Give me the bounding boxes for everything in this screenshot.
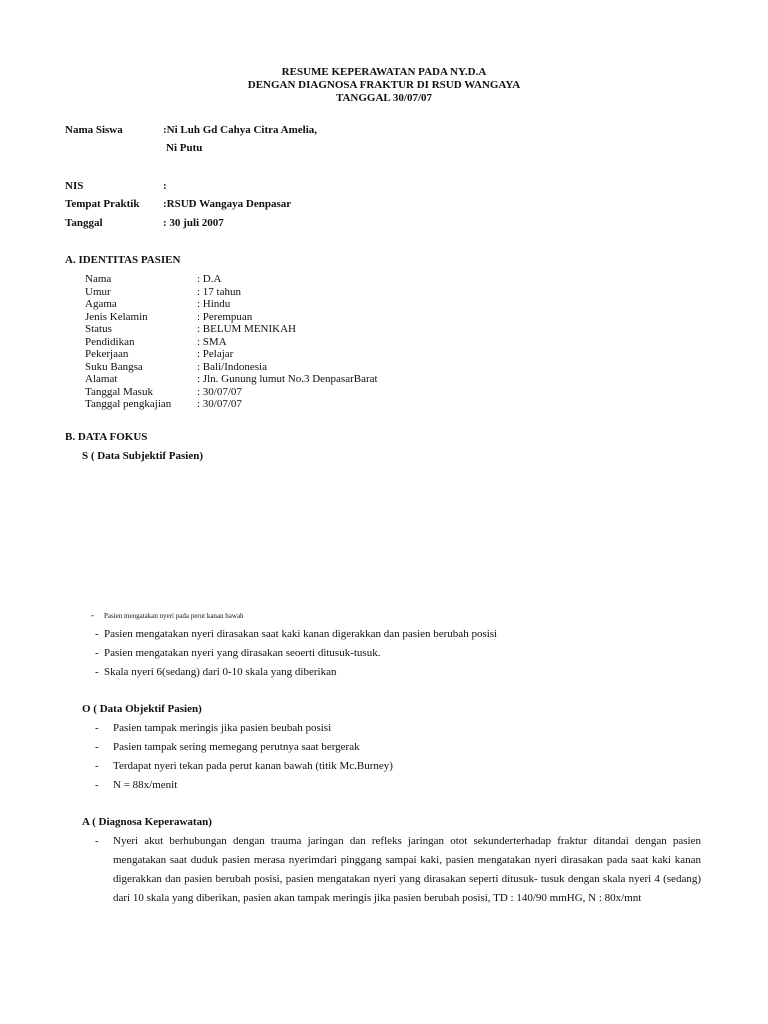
tempat-praktik-label: Tempat Praktik [65,198,140,210]
identity-value: : Pelajar [197,348,234,360]
objective-item: N = 88x/menit [113,779,178,791]
identity-value: : SMA [197,335,227,348]
subjective-item: Pasien mengatakan nyeri yang dirasakan seoerti ditusuk-tusuk. [104,647,381,659]
nama-siswa-value-2: Ni Putu [166,142,203,154]
identity-label: Umur [85,285,111,298]
assessment-heading: A ( Diagnosa Keperawatan) [82,816,212,828]
objective-item: Terdapat nyeri tekan pada perut kanan bawah (titik Mc.Burney) [113,760,393,772]
tempat-praktik-value: :RSUD Wangaya Denpasar [163,198,292,210]
identity-label: Jenis Kelamin [85,310,148,323]
section-b-heading: B. DATA FOKUS [65,431,148,443]
identity-value: : Hindu [197,298,231,310]
assessment-line: digerakkan dan pasien berubah posisi, pasien mengatakan nyeri yang dirasakan seperti ditusuk- tusuk dengan skala nyeri 4 (sedang) [113,873,701,885]
objective-item: Pasien tampak sering memegang perutnya saat bergerak [113,741,360,753]
identity-label: Pendidikan [85,335,135,348]
identity-label: Tanggal pengkajian [85,398,172,410]
list-bullet: - [95,760,99,772]
tanggal-label: Tanggal [65,217,103,229]
document-title-line3: TANGGAL 30/07/07 [335,92,433,104]
list-bullet: - [95,628,99,640]
assessment-line: dari 10 skala yang diberikan, pasien akan tampak meringis jika pasien berubah posisi, TD : 140/90 mmHG, N : 80x/mnt [113,892,642,904]
identity-value: : Jln. Gunung lumut No.3 DenpasarBarat [197,373,378,385]
objective-item: Pasien tampak meringis jika pasien beubah posisi [113,722,332,734]
objective-heading: O ( Data Objektif Pasien) [82,703,202,715]
section-a-heading: A. IDENTITAS PASIEN [65,254,181,266]
subjective-item: Pasien mengatakan nyeri pada perut kanan bawah [104,612,244,620]
identity-label: Tanggal Masuk [85,385,153,398]
identity-value: : BELUM MENIKAH [197,323,296,335]
identity-label: Nama [85,273,112,285]
identity-value: : Perempuan [197,310,253,323]
document-title-line2: DENGAN DIAGNOSA FRAKTUR DI RSUD WANGAYA [247,79,521,91]
identity-label: Alamat [85,373,118,385]
list-bullet: - [95,741,99,753]
identity-label: Pekerjaan [85,348,129,360]
list-bullet: - [91,610,94,620]
identity-label: Status [85,323,112,335]
nama-siswa-label: Nama Siswa [65,124,123,136]
identity-value: : D.A [197,273,222,285]
assessment-line: Nyeri akut berhubungan dengan trauma jaringan dan refleks jaringan otot sekunderterhadap fraktur ditandai dengan pasien [113,835,701,847]
identity-label: Suku Bangsa [85,360,143,373]
identity-value: : Bali/Indonesia [197,360,267,373]
assessment-line: mengatakan saat duduk pasien merasa nyerimdari pinggang sampai kaki, pasien mengatakan nyeri dirasakan pada saat kaki kanan [113,854,701,866]
list-bullet: - [95,722,99,734]
identity-value: : 30/07/07 [197,398,242,410]
nama-siswa-value: :Ni Luh Gd Cahya Citra Amelia, [163,124,318,136]
list-bullet: - [95,647,99,659]
identity-value: : 17 tahun [197,285,241,298]
list-bullet: - [95,779,99,791]
identity-label: Agama [85,298,117,310]
subjective-item: Pasien mengatakan nyeri dirasakan saat kaki kanan digerakkan dan pasien berubah posisi [104,628,498,640]
tanggal-value: : 30 juli 2007 [163,217,224,229]
subjective-heading: S ( Data Subjektif Pasien) [82,450,204,462]
nis-label: NIS [65,180,84,192]
identity-value: : 30/07/07 [197,385,242,398]
list-bullet: - [95,666,99,678]
list-bullet: - [95,835,99,847]
subjective-item: Skala nyeri 6(sedang) dari 0-10 skala yang diberikan [104,666,337,678]
document-title-line1: RESUME KEPERAWATAN PADA NY.D.A [281,66,487,78]
nis-value: : [163,180,167,192]
